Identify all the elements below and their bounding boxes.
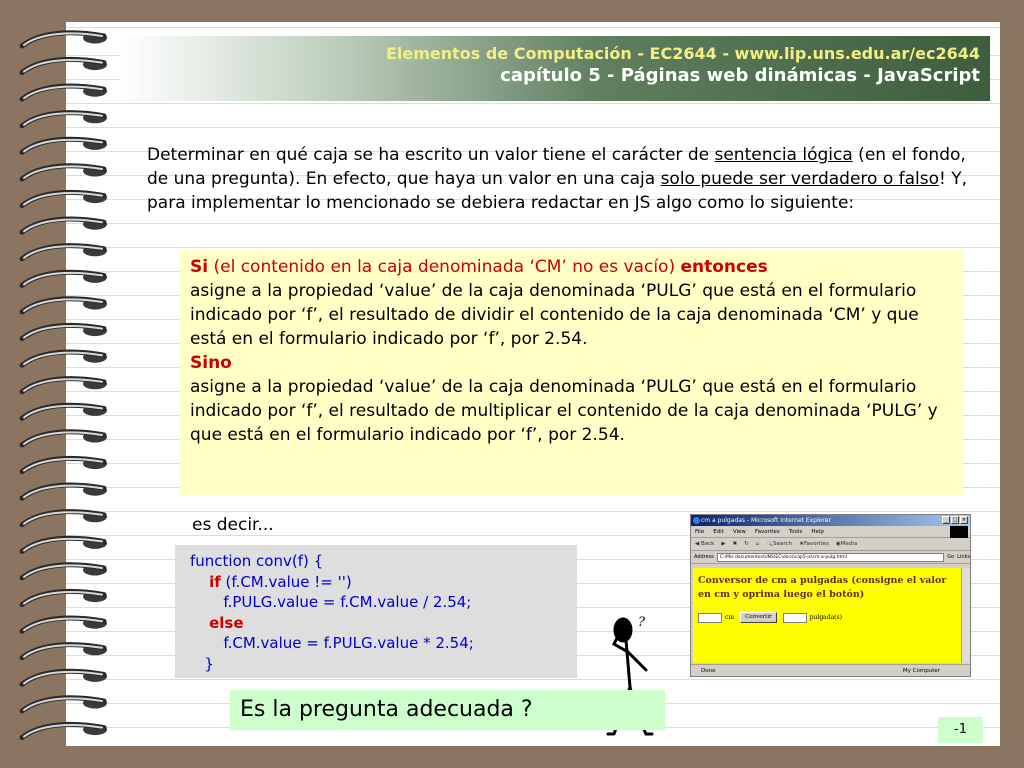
- convert-button[interactable]: Convertir: [740, 612, 777, 623]
- spiral-ring: [22, 33, 107, 47]
- search-label: Search: [773, 541, 793, 547]
- spiral-ring: [22, 378, 107, 392]
- status-done: Done: [701, 668, 716, 674]
- menu-view[interactable]: View: [732, 529, 746, 535]
- address-field[interactable]: C:\Mis documentos\UNS\EC\docs\cap5-js\cm-a-pulg.html: [717, 553, 944, 562]
- browser-title: cm a pulgadas - Microsoft Internet Explorer: [701, 517, 831, 524]
- spiral-ring: [22, 591, 107, 605]
- menu-help[interactable]: Help: [811, 529, 824, 535]
- spiral-ring: [22, 671, 107, 685]
- spiral-ring: [22, 192, 107, 206]
- code-block: [175, 545, 577, 678]
- spiral-ring: [22, 511, 107, 525]
- browser-addressbar: [691, 551, 970, 564]
- address-label: Address: [694, 553, 714, 560]
- home-icon[interactable]: ⌂: [755, 541, 760, 547]
- browser-statusbar: [691, 664, 970, 676]
- menu-edit[interactable]: Edit: [713, 529, 724, 535]
- intro-text-1: Determinar en qué caja se ha escrito un valor tiene el carácter de: [147, 145, 715, 165]
- condition-text: (el contenido en la caja denominada ‘CM’ no es vacío): [208, 257, 681, 277]
- intro-text-2: (en el fondo, de una pregunta). En efecto, que haya un valor en una caja: [147, 145, 966, 189]
- spiral-ring: [22, 644, 107, 658]
- pulg-input[interactable]: [783, 613, 807, 623]
- spiral-ring: [22, 485, 107, 499]
- status-zone: My Computer: [902, 668, 940, 674]
- spiral-ring: [22, 245, 107, 258]
- maximize-icon[interactable]: □: [952, 517, 958, 523]
- question-box: Es la pregunta adecuada ?: [230, 690, 665, 730]
- intro-underline-1: sentencia lógica: [714, 145, 853, 165]
- code-line-6: [190, 654, 577, 675]
- spiral-ring: [22, 618, 107, 632]
- pulg-unit-label: pulgada(s): [809, 614, 842, 621]
- browser-content: [693, 568, 961, 663]
- menu-file[interactable]: File: [695, 529, 705, 535]
- search-button[interactable]: 🔍Search: [766, 541, 793, 547]
- favorites-button[interactable]: ★Favorites: [799, 541, 829, 547]
- code-line-4: [190, 613, 577, 634]
- spiral-ring: [22, 166, 107, 180]
- favorites-label: Favorites: [804, 541, 829, 547]
- ie-logo-icon: [693, 517, 700, 524]
- spiral-ring: [22, 325, 107, 339]
- page-number: -1: [938, 717, 983, 743]
- code-line-1: function conv(f) {: [190, 552, 324, 570]
- code-line-3: [190, 592, 577, 613]
- spiral-ring: [22, 59, 107, 73]
- spiral-ring: [22, 352, 107, 366]
- media-label: Media: [840, 541, 858, 547]
- back-button[interactable]: ◀ Back: [695, 541, 715, 547]
- question-mark-text: ?: [638, 615, 645, 630]
- spiral-ring: [22, 219, 107, 233]
- code-if-keyword: if: [209, 572, 221, 591]
- intro-text-3: ! Y, para implementar lo mencionado se debiera redactar en JS algo como lo siguiente:: [147, 169, 968, 213]
- links-label[interactable]: Links: [957, 553, 970, 560]
- spiral-ring: [22, 432, 107, 446]
- code-if-condition: (f.CM.value != ''): [220, 572, 352, 591]
- code-line-2: [190, 572, 577, 593]
- course-title: Elementos de Computación - EC2644 - www.lip.uns.edu.ar/ec2644: [385, 44, 980, 63]
- slide-header: [120, 36, 990, 101]
- windows-logo-icon: [950, 526, 968, 538]
- code-line-5: [190, 633, 577, 654]
- spiral-ring: [22, 724, 107, 738]
- keyword-si: Si: [190, 257, 209, 277]
- browser-menubar: [691, 526, 970, 538]
- browser-screenshot: [690, 514, 971, 677]
- spiral-ring: [22, 272, 107, 286]
- spiral-ring: [22, 698, 107, 712]
- refresh-icon[interactable]: ↻: [744, 541, 749, 547]
- go-button[interactable]: Go: [947, 553, 955, 560]
- minimize-icon[interactable]: _: [942, 516, 950, 524]
- spiral-ring: [22, 405, 107, 419]
- spiral-ring: [22, 458, 107, 472]
- else-action-text: asigne a la propiedad ‘value’ de la caja denominada ‘PULG’ que está en el formulario indicado por ‘f’, el resultado de multiplicar el contenido de la caja denominada ‘PULG’ y que está en el formulario indicado por ‘f’, por 2.54.: [190, 377, 938, 445]
- cm-unit-label: cm: [725, 614, 735, 621]
- spiral-ring: [22, 112, 107, 126]
- forward-icon[interactable]: ▶: [721, 541, 726, 547]
- code-line-3-text: f.PULG.value = f.CM.value / 2.54;: [223, 593, 472, 611]
- spiral-ring: [22, 299, 107, 313]
- spiral-binding-icon: [0, 0, 120, 768]
- menu-favorites[interactable]: Favorites: [754, 529, 780, 535]
- code-else-keyword: else: [209, 613, 244, 632]
- keyword-sino: Sino: [190, 353, 232, 373]
- browser-toolbar: [691, 538, 970, 551]
- spiral-ring: [22, 565, 107, 579]
- spiral-ring: [22, 139, 107, 153]
- converter-row: [698, 612, 957, 623]
- media-button[interactable]: ◉Media: [835, 541, 858, 547]
- cm-input[interactable]: [698, 613, 722, 623]
- stop-icon[interactable]: ✖: [732, 541, 738, 547]
- intro-paragraph: [147, 143, 977, 215]
- keyword-entonces: entonces: [680, 257, 768, 277]
- back-label: Back: [700, 541, 715, 547]
- browser-titlebar: [691, 515, 970, 526]
- spiral-ring: [22, 86, 107, 100]
- converter-title: Conversor de cm a pulgadas (consigne el valor en cm y oprima luego el botón): [698, 575, 947, 600]
- menu-tools[interactable]: Tools: [788, 529, 803, 535]
- then-action-text: asigne a la propiedad ‘value’ de la caja denominada ‘PULG’ que está en el formulario indicado por ‘f’, el resultado de dividir el contenido de la caja denominada ‘CM’ y que está en el formulario indicado por ‘f’, por 2.54.: [190, 281, 919, 349]
- chapter-title: capítulo 5 - Páginas web dinámicas - JavaScript: [500, 65, 980, 86]
- pseudocode-box: [180, 250, 963, 495]
- code-line-6-text: }: [204, 654, 214, 673]
- intro-underline-2: solo puede ser verdadero o falso: [660, 169, 940, 189]
- code-line-5-text: f.CM.value = f.PULG.value * 2.54;: [223, 634, 474, 652]
- close-icon[interactable]: ×: [961, 517, 967, 523]
- browser-scrollbar[interactable]: [961, 568, 970, 663]
- spiral-ring: [22, 538, 107, 552]
- es-decir-label: es decir...: [192, 515, 274, 535]
